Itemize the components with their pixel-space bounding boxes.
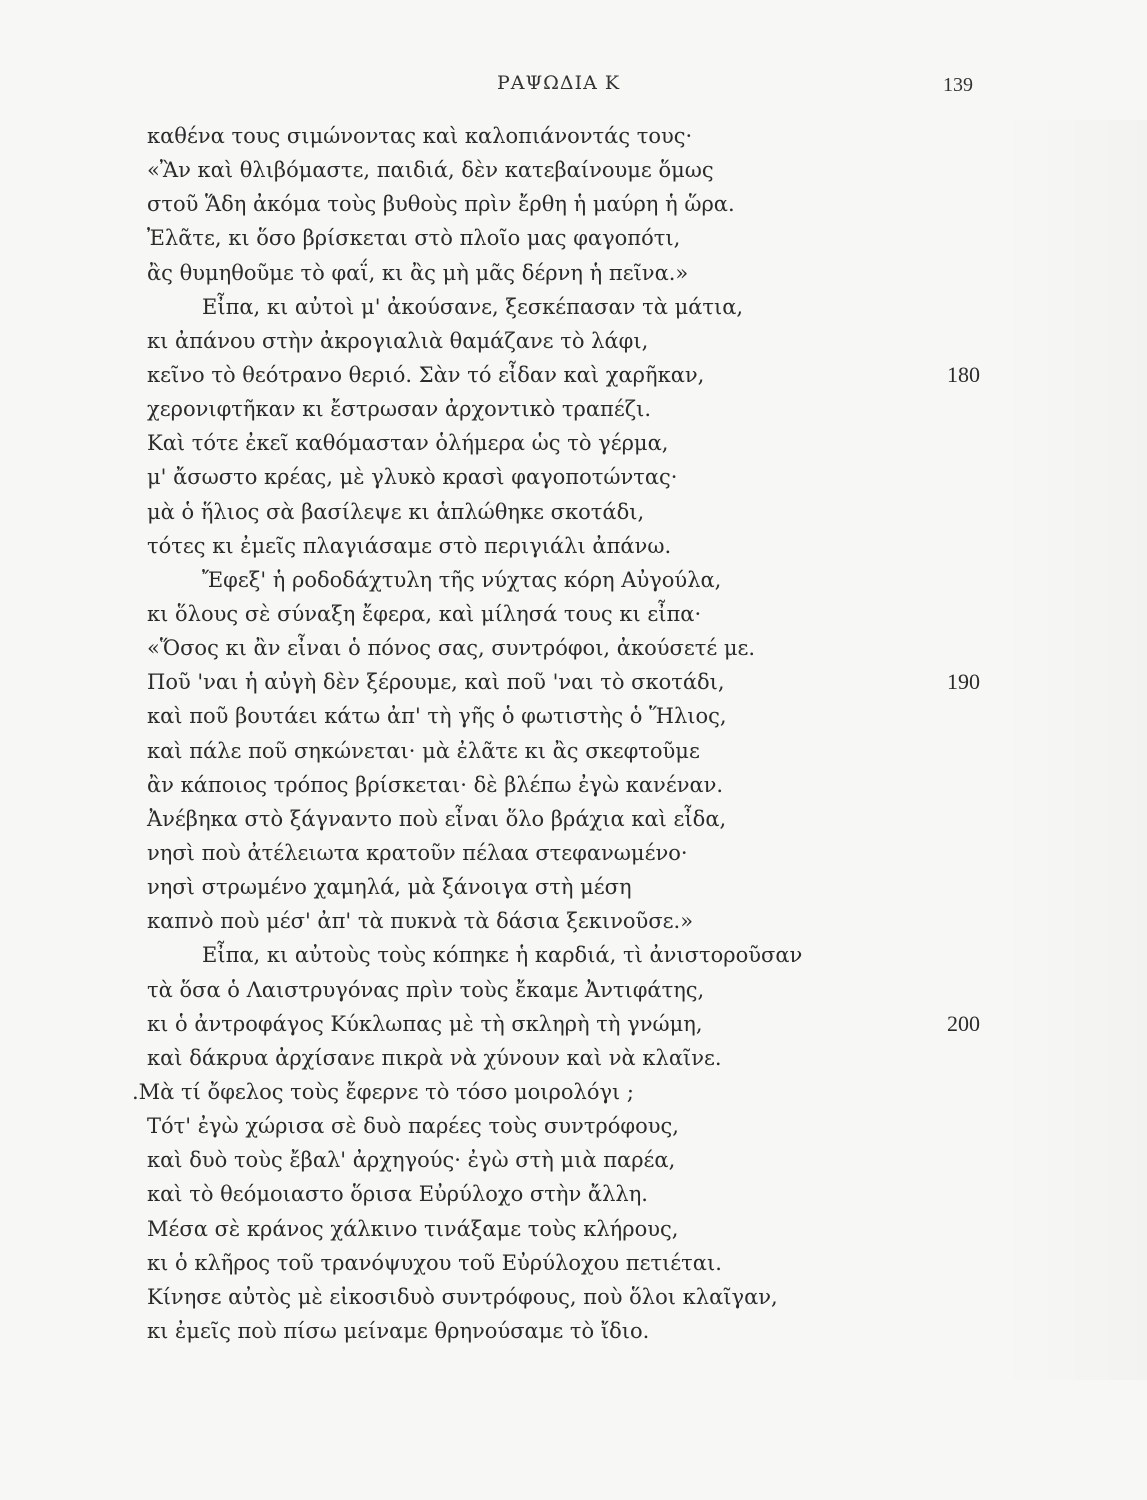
verse-line: [0, 665, 1147, 699]
line-number: 200: [947, 1010, 980, 1036]
verse-line-text: ἂς θυμηθοῦμε τὸ φαΐ, κι ἂς μὴ μᾶς δέρνη ἡ πεῖνα.»: [147, 260, 689, 285]
verse-line: [0, 1075, 1147, 1109]
verse-line-text: τότες κι ἐμεῖς πλαγιάσαμε στὸ περιγιάλι ἀπάνω.: [147, 533, 672, 558]
verse-line-text: μ' ἄσωστο κρέας, μὲ γλυκὸ κρασὶ φαγοποτώντας·: [147, 465, 678, 490]
verse-block: [0, 119, 1147, 1348]
verse-line: [0, 870, 1147, 904]
verse-line-text: τὰ ὅσα ὁ Λαιστρυγόνας πρὶν τοὺς ἔκαμε Ἀντιφάτης,: [147, 977, 705, 1002]
running-head: [0, 72, 1147, 102]
verse-line: [0, 460, 1147, 494]
verse-line-text: Εἶπα, κι αὐτοὶ μ' ἀκούσανε, ξεσκέπασαν τὰ μάτια,: [202, 294, 744, 319]
verse-line: [0, 802, 1147, 836]
verse-line: [0, 768, 1147, 802]
verse-line-text: Ποῦ 'ναι ἡ αὐγὴ δὲν ξέρουμε, καὶ ποῦ 'ναι τὸ σκοτάδι,: [147, 670, 725, 695]
verse-line: [0, 256, 1147, 290]
verse-line-text: καὶ ποῦ βουτάει κάτω ἀπ' τὴ γῆς ὁ φωτιστὴς ὁ Ἥλιος,: [147, 704, 727, 729]
verse-line-text: κι ἐμεῖς ποὺ πίσω μείναμε θρηνούσαμε τὸ ἴδιο.: [147, 1318, 650, 1343]
verse-line: [0, 1246, 1147, 1280]
verse-line-text: «Ἂν καὶ θλιβόμαστε, παιδιά, δὲν κατεβαίνουμε ὅμως: [147, 158, 714, 183]
running-title: ΡΑΨΩΔΙΑ Κ: [497, 72, 621, 94]
verse-line-text: καὶ τὸ θεόμοιαστο ὅρισα Εὐρύλοχο στὴν ἄλλη.: [147, 1182, 648, 1207]
verse-line-text: Κίνησε αὐτὸς μὲ εἰκοσιδυὸ συντρόφους, ποὺ ὅλοι κλαῖγαν,: [147, 1284, 778, 1309]
verse-line-text: νησὶ ποὺ ἀτέλειωτα κρατοῦν πέλαα στεφανωμένο·: [147, 840, 688, 865]
verse-line: [0, 153, 1147, 187]
verse-line: [0, 734, 1147, 768]
verse-line: [0, 529, 1147, 563]
verse-line-text: καὶ δάκρυα ἀρχίσανε πικρὰ νὰ χύνουν καὶ νὰ κλαῖνε.: [147, 1045, 722, 1070]
verse-line-text: Καὶ τότε ἐκεῖ καθόμασταν ὁλήμερα ὡς τὸ γέρμα,: [147, 431, 669, 456]
line-number: 190: [947, 669, 980, 695]
verse-line: [0, 1109, 1147, 1143]
verse-line: [0, 563, 1147, 597]
verse-line: [0, 1041, 1147, 1075]
verse-line-text: κεῖνο τὸ θεότρανο θεριό. Σὰν τό εἶδαν καὶ χαρῆκαν,: [147, 362, 705, 387]
verse-line-text: «Ὅσος κι ἂν εἶναι ὁ πόνος σας, συντρόφοι, ἀκούσετέ με.: [147, 636, 756, 661]
verse-line: [0, 973, 1147, 1007]
verse-line: [0, 426, 1147, 460]
verse-line-text: καθένα τους σιμώνοντας καὶ καλοπιάνοντάς τους·: [147, 124, 693, 148]
verse-line: [0, 699, 1147, 733]
verse-line-text: κι ὅλους σὲ σύναξη ἔφερα, καὶ μίλησά τους κι εἶπα·: [147, 601, 702, 626]
verse-line: [0, 495, 1147, 529]
verse-line-text: καὶ δυὸ τοὺς ἔβαλ' ἀρχηγούς· ἐγὼ στὴ μιὰ παρέα,: [147, 1148, 676, 1173]
verse-line: [0, 1314, 1147, 1348]
verse-line: [0, 1177, 1147, 1211]
verse-line-text: κι ὁ ἀντροφάγος Κύκλωπας μὲ τὴ σκληρὴ τὴ γνώμη,: [147, 1011, 703, 1036]
verse-line-text: κι ὁ κλῆρος τοῦ τρανόψυχου τοῦ Εὐρύλοχου πετιέται.: [147, 1250, 722, 1275]
verse-line: [0, 1212, 1147, 1246]
verse-line-text: καὶ πάλε ποῦ σηκώνεται· μὰ ἐλᾶτε κι ἂς σκεφτοῦμε: [147, 738, 700, 763]
verse-line-text: καπνὸ ποὺ μέσ' ἀπ' τὰ πυκνὰ τὰ δάσια ξεκινοῦσε.»: [147, 909, 694, 934]
verse-line: [0, 1143, 1147, 1177]
verse-line-text: νησὶ στρωμένο χαμηλά, μὰ ξάνοιγα στὴ μέση: [147, 875, 632, 900]
verse-line-text: Τότ' ἐγὼ χώρισα σὲ δυὸ παρέες τοὺς συντρόφους,: [147, 1114, 679, 1139]
verse-line-text: Ἀνέβηκα στὸ ξάγναντο ποὺ εἶναι ὅλο βράχια καὶ εἶδα,: [147, 806, 727, 831]
verse-line: [0, 631, 1147, 665]
verse-line-text: χερονιφτῆκαν κι ἔστρωσαν ἀρχοντικὸ τραπέζι.: [147, 397, 651, 422]
verse-line: [0, 290, 1147, 324]
verse-line: [0, 324, 1147, 358]
verse-line-text: .Μὰ τί ὄφελος τοὺς ἔφερνε τὸ τόσο μοιρολόγι ;: [132, 1079, 635, 1104]
verse-line: [0, 392, 1147, 426]
verse-line-text: Μέσα σὲ κράνος χάλκινο τινάξαμε τοὺς κλήρους,: [147, 1216, 679, 1241]
page-number: 139: [943, 74, 973, 96]
verse-line: [0, 597, 1147, 631]
verse-line: [0, 1007, 1147, 1041]
verse-line-text: Ἐλᾶτε, κι ὅσο βρίσκεται στὸ πλοῖο μας φαγοπότι,: [147, 226, 681, 251]
verse-line: [0, 221, 1147, 255]
verse-line: [0, 938, 1147, 972]
verse-line-text: κι ἀπάνου στὴν ἀκρογιαλιὰ θαμάζανε τὸ λάφι,: [147, 328, 649, 353]
line-number: 180: [947, 361, 980, 387]
verse-line-text: Ἔφεξ' ἡ ροδοδάχτυλη τῆς νύχτας κόρη Αὐγούλα,: [202, 567, 722, 592]
verse-line: [0, 119, 1147, 153]
verse-line: [0, 904, 1147, 938]
verse-line: [0, 358, 1147, 392]
verse-line-text: στοῦ Ἅδη ἀκόμα τοὺς βυθοὺς πρὶν ἔρθη ἡ μαύρη ἡ ὥρα.: [147, 192, 735, 217]
verse-line-text: ἂν κάποιος τρόπος βρίσκεται· δὲ βλέπω ἐγὼ κανέναν.: [147, 772, 724, 797]
verse-line: [0, 1280, 1147, 1314]
verse-line-text: Εἶπα, κι αὐτοὺς τοὺς κόπηκε ἡ καρδιά, τὶ ἀνιστοροῦσαν: [202, 943, 803, 968]
verse-line: [0, 836, 1147, 870]
verse-line-text: μὰ ὁ ἥλιος σὰ βασίλεψε κι ἁπλώθηκε σκοτάδι,: [147, 499, 645, 524]
verse-line: [0, 187, 1147, 221]
